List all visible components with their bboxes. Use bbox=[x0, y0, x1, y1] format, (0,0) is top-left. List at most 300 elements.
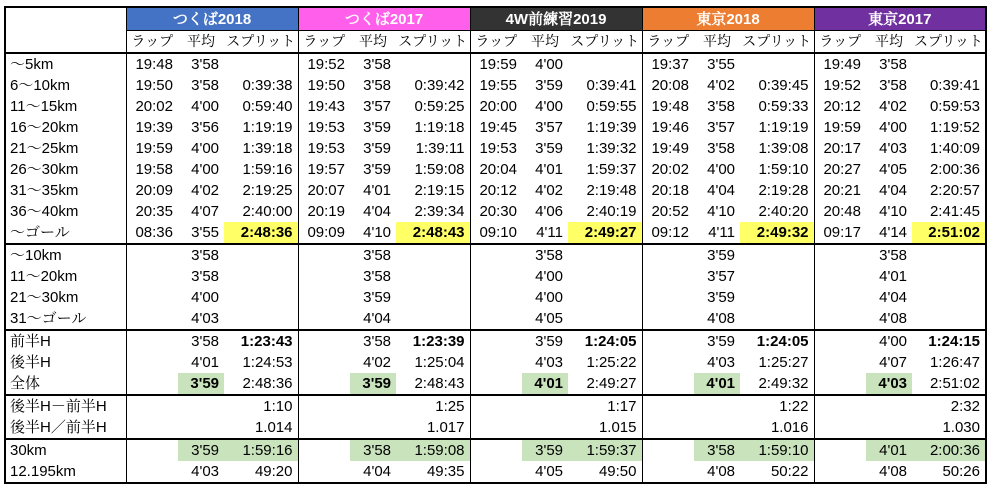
subcolumn-header: 平均 bbox=[178, 31, 224, 54]
split-cell bbox=[396, 266, 470, 287]
split-cell bbox=[912, 53, 986, 75]
avg-cell: 3'59 bbox=[707, 289, 735, 306]
lap-cell bbox=[814, 417, 866, 439]
avg-cell: 3'59 bbox=[178, 439, 224, 461]
avg-cell: 3'58 bbox=[694, 439, 740, 461]
split-cell: 1:19:18 bbox=[414, 119, 465, 136]
avg-cell: 4'07 bbox=[879, 354, 907, 371]
lap-cell bbox=[126, 373, 178, 395]
split-cell: 1:39:18 bbox=[242, 140, 293, 157]
avg-cell: 4'05 bbox=[535, 310, 563, 327]
split-cell: 1.016 bbox=[770, 419, 809, 436]
split-cell: 2:40:19 bbox=[586, 203, 637, 220]
lap-cell: 20:27 bbox=[814, 159, 866, 180]
row-label: 前半H bbox=[5, 330, 126, 352]
split-cell: 1.014 bbox=[254, 419, 293, 436]
avg-cell: 3'59 bbox=[522, 330, 568, 352]
split-cell: 2:51:02 bbox=[912, 222, 986, 244]
avg-cell bbox=[178, 417, 224, 439]
lap-cell bbox=[470, 287, 522, 308]
avg-cell: 3'58 bbox=[707, 98, 735, 115]
table-row bbox=[5, 330, 986, 352]
avg-cell: 3'58 bbox=[522, 244, 568, 266]
lap-cell bbox=[298, 352, 350, 373]
lap-cell: 19:52 bbox=[298, 53, 350, 75]
row-label: 30km bbox=[5, 439, 126, 461]
split-cell: 1:19:39 bbox=[586, 119, 637, 136]
avg-cell: 4'00 bbox=[535, 289, 563, 306]
split-cell bbox=[396, 244, 470, 266]
avg-cell bbox=[866, 395, 912, 417]
split-cell: 0:39:45 bbox=[758, 77, 809, 94]
split-cell: 2:00:36 bbox=[912, 439, 986, 461]
lap-cell bbox=[470, 417, 522, 439]
avg-cell: 3'58 bbox=[191, 268, 219, 285]
lap-cell bbox=[298, 373, 350, 395]
lap-cell bbox=[470, 352, 522, 373]
split-cell: 1:23:39 bbox=[396, 330, 470, 352]
split-cell: 1.030 bbox=[942, 419, 980, 436]
avg-cell: 4'00 bbox=[191, 140, 219, 157]
lap-cell bbox=[126, 395, 178, 417]
avg-cell: 4'06 bbox=[535, 203, 563, 220]
row-label: 〜10km bbox=[5, 244, 126, 266]
split-cell bbox=[912, 287, 986, 308]
row-label: 31〜ゴール bbox=[10, 310, 87, 327]
row-label: 36〜40km bbox=[10, 203, 79, 220]
split-cell: 1:59:08 bbox=[396, 439, 470, 461]
table-row bbox=[5, 461, 986, 483]
avg-cell: 3'59 bbox=[694, 244, 740, 266]
split-cell bbox=[224, 287, 298, 308]
lap-cell: 20:00 bbox=[470, 96, 522, 117]
avg-cell: 3'59 bbox=[535, 77, 563, 94]
avg-cell: 4'01 bbox=[866, 439, 912, 461]
split-cell: 2:19:25 bbox=[242, 182, 293, 199]
split-cell: 2:48:36 bbox=[242, 375, 293, 392]
avg-cell: 4'11 bbox=[708, 224, 735, 241]
split-cell: 1:39:08 bbox=[758, 140, 809, 157]
avg-cell: 4'01 bbox=[522, 373, 568, 395]
lap-cell: 20:30 bbox=[470, 201, 522, 222]
avg-cell bbox=[350, 395, 396, 417]
split-cell: 0:39:41 bbox=[929, 77, 980, 94]
split-cell: 2:40:20 bbox=[758, 203, 809, 220]
lap-cell bbox=[814, 352, 866, 373]
avg-cell: 3'55 bbox=[707, 56, 735, 73]
avg-cell: 3'56 bbox=[191, 119, 219, 136]
split-cell: 1:19:52 bbox=[929, 119, 980, 136]
split-cell: 2:19:28 bbox=[758, 182, 809, 199]
split-cell: 2:51:02 bbox=[929, 375, 980, 392]
avg-cell: 3'58 bbox=[879, 56, 907, 73]
split-cell: 1:25:27 bbox=[758, 354, 809, 371]
split-cell: 0:59:55 bbox=[586, 98, 637, 115]
row-label: 21〜30km bbox=[10, 289, 79, 306]
avg-cell: 4'03 bbox=[707, 354, 735, 371]
lap-cell bbox=[642, 352, 694, 373]
subcolumn-header: ラップ bbox=[814, 31, 866, 54]
split-cell: 2:49:32 bbox=[758, 375, 809, 392]
lap-cell bbox=[814, 373, 866, 395]
split-cell: 1:59:10 bbox=[740, 439, 814, 461]
avg-cell: 4'04 bbox=[707, 182, 735, 199]
lap-cell bbox=[642, 373, 694, 395]
split-cell: 1:59:37 bbox=[568, 439, 642, 461]
lap-cell: 19:45 bbox=[470, 117, 522, 138]
lap-cell bbox=[642, 287, 694, 308]
lap-cell bbox=[126, 330, 178, 352]
lap-cell: 08:36 bbox=[126, 222, 178, 244]
lap-cell bbox=[298, 395, 350, 417]
avg-cell: 4'00 bbox=[866, 330, 912, 352]
lap-cell bbox=[642, 244, 694, 266]
split-cell: 2:49:27 bbox=[568, 222, 642, 244]
avg-cell bbox=[522, 395, 568, 417]
table-row bbox=[5, 244, 986, 266]
row-label: 21〜25km bbox=[10, 140, 79, 157]
lap-cell bbox=[642, 395, 694, 417]
table-row bbox=[5, 417, 986, 439]
avg-cell: 4'08 bbox=[879, 310, 907, 327]
row-label: 12.195km bbox=[10, 463, 76, 480]
row-label: 後半H／前半H bbox=[10, 419, 107, 436]
avg-cell bbox=[694, 417, 740, 439]
avg-cell: 3'58 bbox=[363, 56, 391, 73]
avg-cell: 4'10 bbox=[879, 203, 907, 220]
avg-cell: 4'03 bbox=[191, 463, 219, 480]
table-row bbox=[5, 138, 986, 159]
avg-cell: 3'57 bbox=[535, 119, 563, 136]
table-row bbox=[5, 53, 986, 75]
subcolumn-header: ラップ bbox=[642, 31, 694, 54]
split-cell: 1:22 bbox=[740, 395, 814, 417]
split-cell bbox=[224, 53, 298, 75]
lap-cell bbox=[642, 330, 694, 352]
avg-cell: 4'03 bbox=[879, 140, 907, 157]
lap-cell bbox=[126, 266, 178, 287]
avg-cell bbox=[350, 417, 396, 439]
lap-cell: 09:10 bbox=[470, 222, 522, 244]
split-cell: 0:59:25 bbox=[414, 98, 465, 115]
row-label: 11〜15km bbox=[10, 98, 78, 115]
split-cell: 0:59:33 bbox=[758, 98, 809, 115]
avg-cell: 3'58 bbox=[350, 439, 396, 461]
lap-cell: 20:52 bbox=[642, 201, 694, 222]
lap-cell bbox=[470, 461, 522, 483]
lap-cell bbox=[470, 395, 522, 417]
avg-cell: 4'00 bbox=[535, 268, 563, 285]
lap-cell: 20:02 bbox=[126, 96, 178, 117]
split-cell: 2:48:43 bbox=[396, 222, 470, 244]
split-cell: 1:39:32 bbox=[586, 140, 637, 157]
avg-cell: 3'55 bbox=[191, 224, 219, 241]
row-label: 31〜35km bbox=[10, 182, 79, 199]
split-cell: 1:24:53 bbox=[242, 354, 293, 371]
race-header-5: 東京2017 bbox=[814, 7, 986, 31]
lap-cell bbox=[470, 330, 522, 352]
split-cell: 0:39:42 bbox=[414, 77, 465, 94]
lap-cell: 20:07 bbox=[298, 180, 350, 201]
lap-cell: 19:50 bbox=[126, 75, 178, 96]
avg-cell: 4'00 bbox=[707, 161, 735, 178]
split-cell: 1:25 bbox=[396, 395, 470, 417]
lap-cell: 20:17 bbox=[814, 138, 866, 159]
lap-cell: 20:48 bbox=[814, 201, 866, 222]
avg-cell: 3'57 bbox=[707, 268, 735, 285]
avg-cell: 4'03 bbox=[535, 354, 563, 371]
lap-cell bbox=[298, 417, 350, 439]
table-row bbox=[5, 96, 986, 117]
lap-cell: 19:37 bbox=[642, 53, 694, 75]
avg-cell: 4'00 bbox=[535, 56, 563, 73]
subcolumn-header: 平均 bbox=[866, 31, 912, 54]
lap-cell: 19:52 bbox=[814, 75, 866, 96]
avg-cell: 4'01 bbox=[191, 354, 219, 371]
lap-cell bbox=[814, 244, 866, 266]
split-cell bbox=[740, 266, 814, 287]
subcolumn-header: スプリット bbox=[396, 31, 470, 54]
split-cell: 49:50 bbox=[598, 463, 637, 480]
lap-cell bbox=[126, 287, 178, 308]
subcolumn-header: スプリット bbox=[912, 31, 986, 54]
avg-cell: 3'58 bbox=[178, 244, 224, 266]
avg-cell: 4'03 bbox=[866, 373, 912, 395]
lap-cell: 19:53 bbox=[470, 138, 522, 159]
split-cell: 1.015 bbox=[598, 419, 637, 436]
lap-cell: 20:09 bbox=[126, 180, 178, 201]
split-cell: 1:59:16 bbox=[224, 439, 298, 461]
lap-cell: 19:59 bbox=[126, 138, 178, 159]
lap-cell: 20:12 bbox=[814, 96, 866, 117]
avg-cell: 4'10 bbox=[707, 203, 735, 220]
lap-cell bbox=[814, 395, 866, 417]
race-header-1: つくば2018 bbox=[126, 7, 298, 31]
lap-cell: 19:48 bbox=[126, 53, 178, 75]
avg-cell: 3'58 bbox=[350, 244, 396, 266]
avg-cell: 4'01 bbox=[694, 373, 740, 395]
split-cell: 1:19:19 bbox=[242, 119, 293, 136]
avg-cell bbox=[522, 417, 568, 439]
lap-cell bbox=[642, 439, 694, 461]
lap-cell bbox=[642, 266, 694, 287]
lap-cell bbox=[126, 417, 178, 439]
lap-cell: 19:48 bbox=[642, 96, 694, 117]
lap-cell bbox=[126, 308, 178, 330]
avg-cell: 4'00 bbox=[191, 289, 219, 306]
lap-cell bbox=[298, 330, 350, 352]
lap-cell bbox=[642, 308, 694, 330]
table-row bbox=[5, 352, 986, 373]
lap-cell: 20:02 bbox=[642, 159, 694, 180]
avg-cell: 3'59 bbox=[178, 373, 224, 395]
lap-cell bbox=[298, 439, 350, 461]
lap-cell: 19:49 bbox=[642, 138, 694, 159]
split-cell bbox=[912, 266, 986, 287]
row-label: 後半H bbox=[10, 354, 51, 371]
race-header-4: 東京2018 bbox=[642, 7, 814, 31]
lap-cell bbox=[814, 287, 866, 308]
lap-cell: 19:59 bbox=[470, 53, 522, 75]
split-cell bbox=[224, 308, 298, 330]
avg-cell bbox=[866, 417, 912, 439]
split-cell bbox=[568, 308, 642, 330]
subcolumn-header: ラップ bbox=[298, 31, 350, 54]
table-row bbox=[5, 395, 986, 417]
row-label: 〜ゴール bbox=[10, 224, 70, 241]
subcolumn-header: スプリット bbox=[224, 31, 298, 54]
avg-cell: 3'58 bbox=[363, 77, 391, 94]
lap-cell bbox=[470, 244, 522, 266]
avg-cell: 4'04 bbox=[363, 310, 391, 327]
split-cell bbox=[224, 266, 298, 287]
avg-cell: 3'57 bbox=[707, 119, 735, 136]
avg-cell: 4'14 bbox=[879, 224, 907, 241]
lap-cell bbox=[126, 439, 178, 461]
split-cell bbox=[396, 287, 470, 308]
split-cell: 2:19:48 bbox=[586, 182, 637, 199]
avg-cell: 4'00 bbox=[879, 119, 907, 136]
lap-cell: 20:04 bbox=[470, 159, 522, 180]
table-row bbox=[5, 308, 986, 330]
split-cell bbox=[740, 53, 814, 75]
lap-cell bbox=[642, 417, 694, 439]
subcolumn-header: 平均 bbox=[694, 31, 740, 54]
avg-cell: 3'58 bbox=[363, 268, 391, 285]
lap-cell: 20:21 bbox=[814, 180, 866, 201]
split-cell: 1:10 bbox=[224, 395, 298, 417]
lap-cell bbox=[814, 439, 866, 461]
split-cell: 2:00:36 bbox=[929, 161, 980, 178]
split-cell: 1:59:08 bbox=[414, 161, 465, 178]
avg-cell: 4'02 bbox=[707, 77, 735, 94]
lap-cell bbox=[814, 308, 866, 330]
avg-cell: 3'59 bbox=[535, 140, 563, 157]
avg-cell: 4'00 bbox=[535, 98, 563, 115]
split-cell bbox=[740, 244, 814, 266]
table-row bbox=[5, 201, 986, 222]
avg-cell: 3'59 bbox=[350, 373, 396, 395]
avg-cell: 4'03 bbox=[191, 310, 219, 327]
avg-cell: 3'57 bbox=[363, 98, 391, 115]
subcolumn-header: 平均 bbox=[522, 31, 568, 54]
split-cell bbox=[912, 244, 986, 266]
avg-cell: 4'02 bbox=[191, 182, 219, 199]
lap-cell: 19:46 bbox=[642, 117, 694, 138]
split-cell: 0:39:38 bbox=[242, 77, 293, 94]
split-cell: 1:24:05 bbox=[568, 330, 642, 352]
avg-cell: 4'02 bbox=[879, 98, 907, 115]
avg-cell bbox=[178, 395, 224, 417]
table-row bbox=[5, 159, 986, 180]
lap-cell bbox=[298, 266, 350, 287]
avg-cell: 3'58 bbox=[191, 77, 219, 94]
lap-cell bbox=[814, 330, 866, 352]
avg-cell: 4'07 bbox=[191, 203, 219, 220]
avg-cell: 4'11 bbox=[536, 224, 563, 241]
lap-cell: 20:18 bbox=[642, 180, 694, 201]
table-row bbox=[5, 266, 986, 287]
subcolumn-header: スプリット bbox=[568, 31, 642, 54]
table-row bbox=[5, 439, 986, 461]
lap-cell bbox=[470, 266, 522, 287]
corner-cell bbox=[5, 7, 126, 53]
split-cell: 2:40:00 bbox=[242, 203, 293, 220]
split-cell bbox=[224, 244, 298, 266]
lap-cell bbox=[126, 461, 178, 483]
avg-cell: 3'59 bbox=[363, 289, 391, 306]
row-label: 11〜20km bbox=[10, 268, 78, 285]
split-cell: 1.017 bbox=[426, 419, 465, 436]
lap-cell: 19:53 bbox=[298, 117, 350, 138]
lap-cell: 19:57 bbox=[298, 159, 350, 180]
lap-cell bbox=[814, 461, 866, 483]
split-cell: 50:22 bbox=[770, 463, 809, 480]
row-label: 16〜20km bbox=[10, 119, 79, 136]
split-cell: 2:32 bbox=[912, 395, 986, 417]
subcolumn-header-row bbox=[5, 31, 986, 54]
split-cell: 1:25:04 bbox=[414, 354, 465, 371]
lap-cell: 20:12 bbox=[470, 180, 522, 201]
lap-cell: 19:53 bbox=[298, 138, 350, 159]
lap-cell bbox=[470, 373, 522, 395]
avg-cell: 4'08 bbox=[707, 463, 735, 480]
lap-cell bbox=[814, 266, 866, 287]
split-cell bbox=[568, 53, 642, 75]
lap-cell bbox=[298, 308, 350, 330]
lap-cell bbox=[298, 461, 350, 483]
avg-cell: 4'04 bbox=[363, 463, 391, 480]
split-cell: 2:39:34 bbox=[414, 203, 465, 220]
lap-cell: 09:09 bbox=[298, 222, 350, 244]
subcolumn-header: スプリット bbox=[740, 31, 814, 54]
row-label: 〜5km bbox=[10, 56, 54, 73]
avg-cell: 3'58 bbox=[191, 56, 219, 73]
subcolumn-header: ラップ bbox=[126, 31, 178, 54]
split-cell: 2:41:45 bbox=[929, 203, 980, 220]
split-cell bbox=[740, 308, 814, 330]
split-cell: 49:35 bbox=[426, 463, 465, 480]
lap-cell: 20:35 bbox=[126, 201, 178, 222]
avg-cell: 4'00 bbox=[191, 161, 219, 178]
split-cell: 50:26 bbox=[942, 463, 980, 480]
lap-cell: 19:49 bbox=[814, 53, 866, 75]
lap-cell bbox=[126, 352, 178, 373]
table-row bbox=[5, 287, 986, 308]
avg-cell: 4'00 bbox=[191, 98, 219, 115]
table-row bbox=[5, 75, 986, 96]
split-cell: 1:24:15 bbox=[912, 330, 986, 352]
lap-cell: 19:55 bbox=[470, 75, 522, 96]
lap-cell bbox=[298, 287, 350, 308]
row-label: 6〜10km bbox=[10, 77, 71, 94]
split-cell: 1:24:05 bbox=[740, 330, 814, 352]
row-label: 後半H－前半H bbox=[5, 395, 126, 417]
race-header-2: つくば2017 bbox=[298, 7, 470, 31]
split-cell bbox=[568, 287, 642, 308]
avg-cell: 4'05 bbox=[879, 161, 907, 178]
split-cell bbox=[568, 244, 642, 266]
avg-cell: 3'59 bbox=[363, 161, 391, 178]
split-cell: 2:20:57 bbox=[929, 182, 980, 199]
avg-cell: 4'04 bbox=[363, 203, 391, 220]
split-cell: 1:17 bbox=[568, 395, 642, 417]
split-cell: 0:39:41 bbox=[586, 77, 637, 94]
subcolumn-header: ラップ bbox=[470, 31, 522, 54]
avg-cell: 4'08 bbox=[879, 463, 907, 480]
lap-cell: 19:58 bbox=[126, 159, 178, 180]
avg-cell: 3'58 bbox=[866, 244, 912, 266]
